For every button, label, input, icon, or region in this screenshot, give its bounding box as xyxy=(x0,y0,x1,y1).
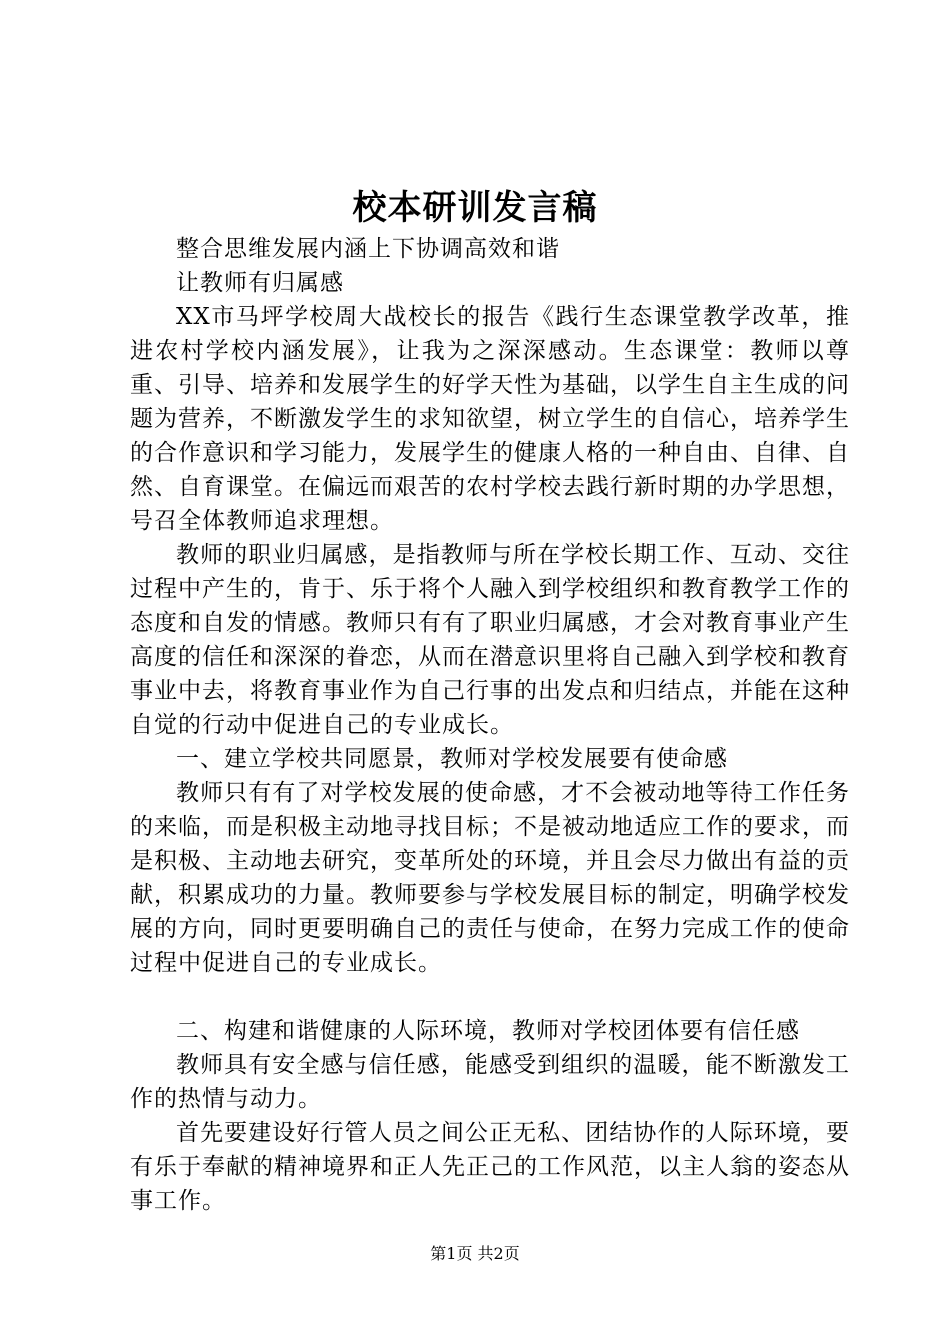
paragraph-belonging: 教师的职业归属感，是指教师与所在学校长期工作、互动、交往过程中产生的，肯于、乐于将个人融入到学校组织和教育教学工作的态度和自发的情感。教师只有有了职业归属感，才会对教育事业产生高度的信任和深深的眷恋，从而在潜意识里将自己融入到学校和教育事业中去，将教育事业作为自己行事的出发点和归结点，并能在这种自觉的行动中促进自己的专业成长。 xyxy=(130,542,850,738)
paragraph-management: 首先要建设好行管人员之间公正无私、团结协作的人际环境，要有乐于奉献的精神境界和正人先正己的工作风范，以主人翁的姿态从事工作。 xyxy=(130,1120,850,1214)
section-heading-2: 二、构建和谐健康的人际环境，教师对学校团体要有信任感 xyxy=(176,1018,800,1044)
page-footer: 第1页 共2页 xyxy=(430,1244,520,1263)
paragraph-trust: 教师具有安全感与信任感，能感受到组织的温暖，能不断激发工作的热情与动力。 xyxy=(130,1052,850,1112)
subtitle-line-2: 让教师有归属感 xyxy=(176,270,344,296)
document-title: 校本研训发言稿 xyxy=(352,188,598,228)
document-body xyxy=(130,232,850,1218)
section-heading-1: 一、建立学校共同愿景，教师对学校发展要有使命感 xyxy=(176,746,728,772)
paragraph-mission: 教师只有有了对学校发展的使命感，才不会被动地等待工作任务的来临，而是积极主动地寻找目标；不是被动地适应工作的要求，而是积极、主动地去研究，变革所处的环境，并且会尽力做出有益的贡献，积累成功的力量。教师要参与学校发展目标的制定，明确学校发展的方向，同时更要明确自己的责任与使命，在努力完成工作的使命过程中促进自己的专业成长。 xyxy=(130,780,850,976)
subtitle-line-1: 整合思维发展内涵上下协调高效和谐 xyxy=(176,236,560,262)
paragraph-intro: XX市马坪学校周大战校长的报告《践行生态课堂教学改革，推进农村学校内涵发展》，让我为之深深感动。生态课堂：教师以尊重、引导、培养和发展学生的好学天性为基础，以学生自主生成的问题为营养，不断激发学生的求知欲望，树立学生的自信心，培养学生的合作意识和学习能力，发展学生的健康人格的一种自由、自律、自然、自育课堂。在偏远而艰苦的农村学校去践行新时期的办学思想，号召全体教师追求理想。 xyxy=(130,304,850,534)
